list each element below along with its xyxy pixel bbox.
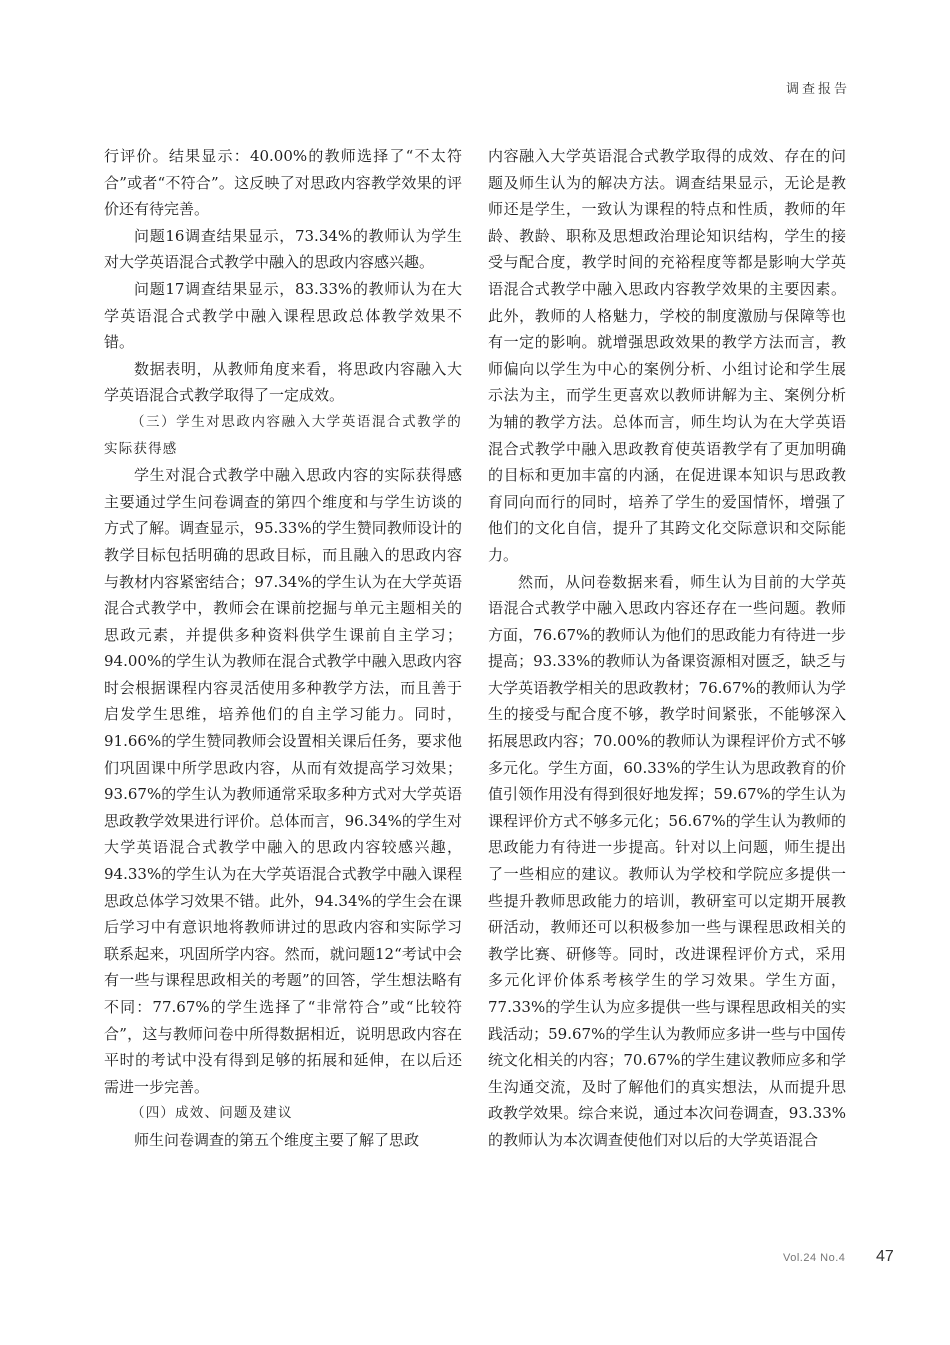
section-label: 调查报告	[785, 82, 850, 97]
paragraph: 内容融入大学英语混合式教学取得的成效、存在的问题及师生认为的解决方法。调查结果显示，无论是教师还是学生，一致认为课程的特点和性质，教师的年龄、教龄、职称及思想政治理论知识结构，学生的接受与配合度，教学时间的充裕程度等都是影响大学英语混合式教学中融入思政内容教学效果的主要因素。此外，教师的人格魅力，学校的制度激励与保障等也有一定的影响。就增强思政效果的教学方法而言，教师偏向以学生为中心的案例分析、小组讨论和学生展示法为主，而学生更喜欢以教师讲解为主、案例分析为辅的教学方法。总体而言，师生均认为在大学英语混合式教学中融入思政教育使英语教学有了更加明确的目标和更加丰富的内涵，在促进课本知识与思政教育同向而行的同时，培养了学生的爱国情怀，增强了他们的文化自信，提升了其跨文化交际意识和交际能力。	[488, 147, 846, 564]
issue-label: Vol.24 No.4	[783, 1252, 846, 1264]
paragraph: 问题16调查结果显示，73.34%的教师认为学生对大学英语混合式教学中融入的思政内容感兴趣。	[104, 226, 462, 272]
page-number: 47	[876, 1248, 894, 1265]
right-column	[488, 143, 846, 1154]
paragraph: 数据表明，从教师角度来看，将思政内容融入大学英语混合式教学取得了一定成效。	[104, 359, 462, 405]
paragraph: 师生问卷调查的第五个维度主要了解了思政	[134, 1130, 420, 1149]
paragraph: 行评价。结果显示：40.00%的教师选择了“不太符合”或者“不符合”。这反映了对思政内容教学效果的评价还有待完善。	[104, 147, 462, 219]
paragraph: 学生对混合式教学中融入思政内容的实际获得感主要通过学生问卷调查的第四个维度和与学生访谈的方式了解。调查显示，95.33%的学生赞同教师设计的教学目标包括明确的思政目标，而且融入的思政内容与教材内容紧密结合；97.34%的学生认为在大学英语混合式教学中，教师会在课前挖掘与单元主题相关的思政元素，并提供多种资料供学生课前自主学习；94.00%的学生认为教师在混合式教学中融入思政内容时会根据课程内容灵活使用多种教学方法，而且善于启发学生思维，培养他们的自主学习能力。同时，91.66%的学生赞同教师会设置相关课后任务，要求他们巩固课中所学思政内容，从而有效提高学习效果；93.67%的学生认为教师通常采取多种方式对大学英语思政教学效果进行评价。总体而言，96.34%的学生对大学英语混合式教学中融入的思政内容较感兴趣，94.33%的学生认为在大学英语混合式教学中融入课程思政总体学习效果不错。此外，94.34%的学生会在课后学习中有意识地将教师讲过的思政内容和实际学习联系起来，巩固所学内容。然而，就问题12“考试中会有一些与课程思政相关的考题”的回答，学生想法略有不同：77.67%的学生选择了“非常符合”或“比较符合”，这与教师问卷中所得数据相近，说明思政内容在平时的考试中没有得到足够的拓展和延伸，在以后还需进一步完善。	[104, 466, 462, 1096]
paragraph: 问题17调查结果显示，83.33%的教师认为在大学英语混合式教学中融入课程思政总体教学效果不错。	[104, 279, 462, 352]
left-column	[104, 143, 462, 1154]
section-heading-3: （三）学生对思政内容融入大学英语混合式教学的实际获得感	[104, 413, 462, 457]
paragraph: 然而，从问卷数据来看，师生认为目前的大学英语混合式教学中融入思政内容还存在一些问题。教师方面，76.67%的教师认为他们的思政能力有待进一步提高；93.33%的教师认为备课资源相对匮乏，缺乏与大学英语教学相关的思政教材；76.67%的教师认为学生的接受与配合度不够，教学时间紧张，不能够深入拓展思政内容；70.00%的教师认为课程评价方式不够多元化。学生方面，60.33%的学生认为思政教育的价值引领作用没有得到很好地发挥；59.67%的学生认为课程评价方式不够多元化；56.67%的学生认为教师的思政能力有待进一步提高。针对以上问题，师生提出了一些相应的建议。教师认为学校和学院应多提供一些提升教师思政能力的培训，教研室可以定期开展教研活动，教师还可以积极参加一些与课程思政相关的教学比赛、研修等。同时，改进课程评价方式，采用多元化评价体系考核学生的学习效果。学生方面，77.33%的学生认为应多提供一些与课程思政相关的实践活动；59.67%的学生认为教师应多讲一些与中国传统文化相关的内容；70.67%的学生建议教师应多和学生沟通交流，及时了解他们的真实想法，从而提升思政教学效果。综合来说，通过本次问卷调查，93.33%的教师认为本次调查使他们对以后的大学英语混合	[488, 572, 846, 1149]
section-heading-4: （四）成效、问题及建议	[131, 1105, 293, 1122]
